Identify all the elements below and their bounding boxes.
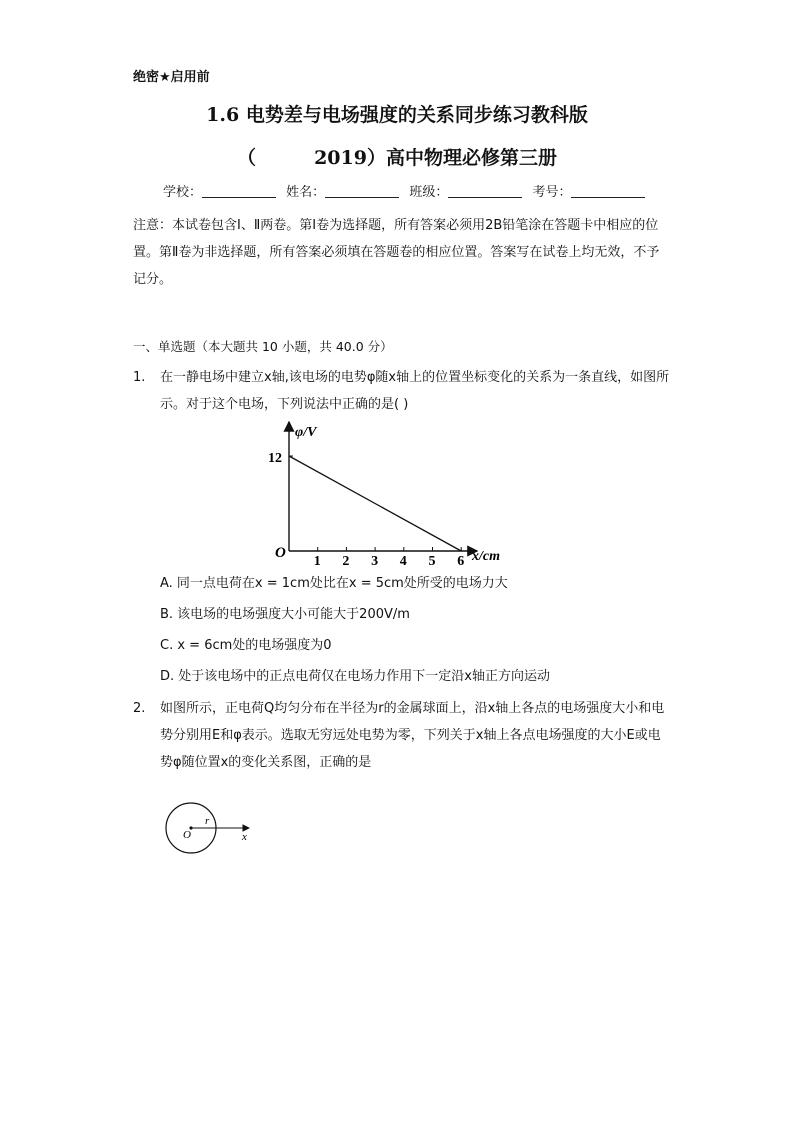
school-blank[interactable] xyxy=(202,185,276,198)
question-1-text: 在一静电场中建立x轴,该电场的电势φ随x轴上的位置坐标变化的关系为一条直线，如图所示。对于这个电场，下列说法中正确的是( ) xyxy=(160,370,670,412)
class-label: 班级： xyxy=(409,185,449,200)
x-tick-label: 1 xyxy=(313,554,321,568)
radius-label: r xyxy=(205,815,210,827)
question-2-sphere-diagram xyxy=(160,800,260,858)
exam-notice: 注意：本试卷包含Ⅰ、Ⅱ两卷。第Ⅰ卷为选择题，所有答案必须用2B铅笔涂在答题卡中相应的位置。第Ⅱ卷为非选择题，所有答案必须填在答题卷的相应位置。答案写在试卷上均无效，不予记分。 xyxy=(133,218,660,287)
x-tick-label: 2 xyxy=(342,554,350,568)
question-1-number: 1. xyxy=(133,370,146,385)
class-blank[interactable] xyxy=(448,185,522,198)
question-1-option-d[interactable]: D. 处于该电场中的正点电荷仅在电场力作用下一定沿x轴正方向运动 xyxy=(160,669,550,684)
exam-number-label: 考号： xyxy=(532,185,572,200)
y-axis-label: φ/V xyxy=(295,425,317,440)
question-1-option-a[interactable]: A. 同一点电荷在x = 1cm处比在x = 5cm处所受的电场力大 xyxy=(160,576,508,591)
name-blank[interactable] xyxy=(325,185,399,198)
x-tick-label: 3 xyxy=(371,554,379,568)
x-tick-label: 4 xyxy=(399,554,407,568)
question-1-graph xyxy=(262,418,512,568)
name-label: 姓名： xyxy=(286,185,326,200)
subtitle-open-paren: （ xyxy=(237,147,257,169)
potential-line xyxy=(289,456,461,551)
student-info-row xyxy=(163,181,651,200)
confidential-label: 绝密★启用前 xyxy=(133,70,210,85)
subtitle-text: 2019）高中物理必修第三册 xyxy=(314,147,557,169)
x-tick-label: 5 xyxy=(428,554,436,568)
question-2-text: 如图所示，正电荷Q均匀分布在半径为r的金属球面上，沿x轴上各点的电场强度大小和电势分别用E和φ表示。选取无穷远处电势为零，下列关于x轴上各点电场强度的大小E或电势φ随位置x的变化关系图，正确的是 xyxy=(160,701,665,770)
axis-label: x xyxy=(242,831,247,843)
page-title: 1.6 电势差与电场强度的关系同步练习教科版 xyxy=(206,104,588,126)
origin-label: O xyxy=(275,545,286,561)
center-label: O xyxy=(183,829,191,841)
y-tick-12: 12 xyxy=(268,451,282,466)
question-1-option-c[interactable]: C. x = 6cm处的电场强度为0 xyxy=(160,638,332,653)
x-tick-label: 6 xyxy=(457,554,465,568)
question-2-number: 2. xyxy=(133,701,146,716)
section-title: 一、单选题（本大题共 10 小题，共 40.0 分） xyxy=(133,339,393,354)
page-subtitle xyxy=(0,143,794,170)
exam-number-blank[interactable] xyxy=(571,185,645,198)
school-label: 学校： xyxy=(163,185,203,200)
x-axis-label: x/cm xyxy=(472,549,500,564)
question-1-option-b[interactable]: B. 该电场的电场强度大小可能大于200V/m xyxy=(160,607,410,622)
